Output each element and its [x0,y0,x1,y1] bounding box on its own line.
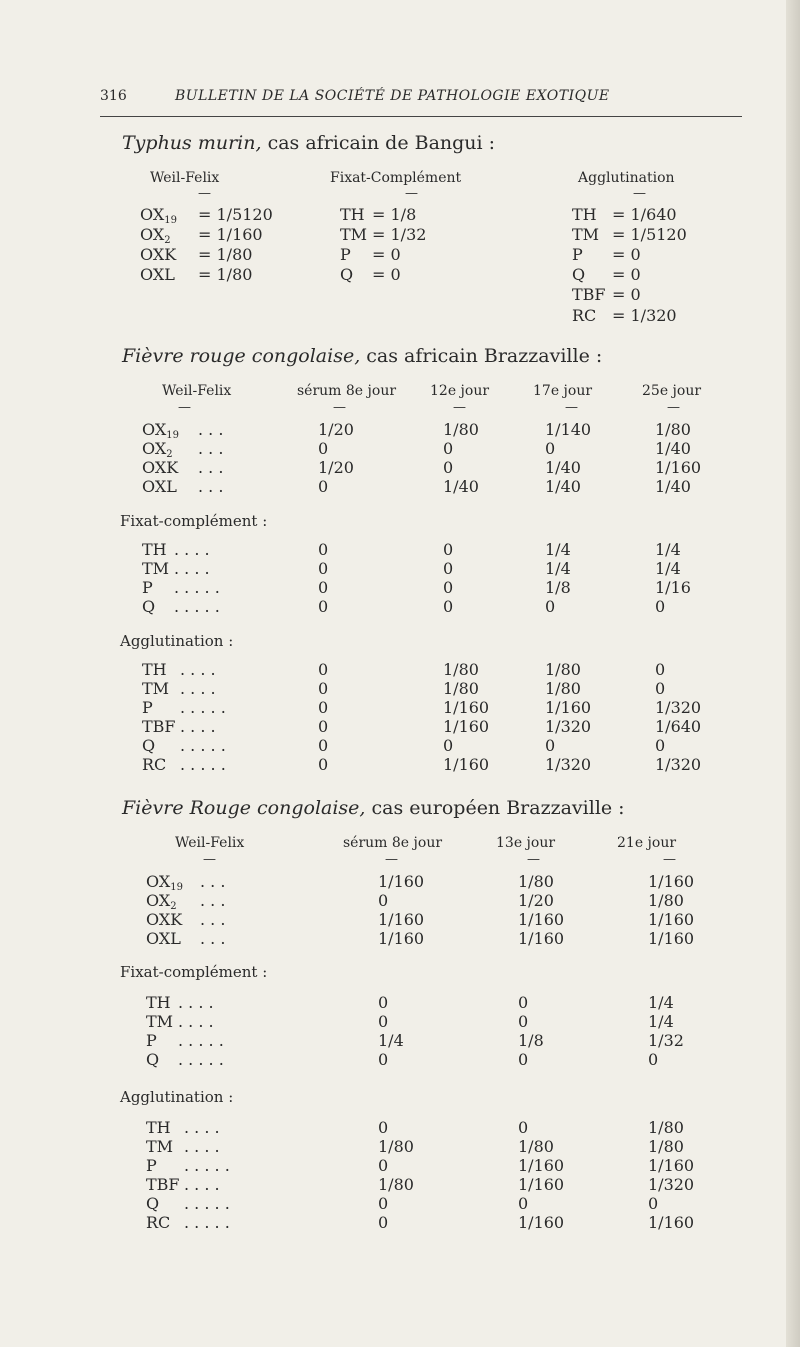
s2-wf-value: 0 [545,439,556,458]
s2-agg-value: 1/160 [443,698,490,717]
s3-agg-label: Q [146,1194,160,1213]
s3-leader-dots: . . . [200,891,226,910]
s2-fix-value: 0 [318,578,329,597]
header-rule [100,116,742,117]
s2-agg-label: P [142,698,153,717]
s2-wf-value: 1/20 [318,420,354,439]
s2-agg-value: 1/320 [545,755,592,774]
s2-fix-value: 1/4 [545,540,571,559]
s3-leader-dots: . . . . . [184,1156,230,1175]
s3-leader-dots: . . . . . [178,1031,224,1050]
s2-leader-dots: . . . . . [174,597,220,616]
s2-wf-label: OXL [142,477,177,496]
s3-agg-value: 0 [378,1213,389,1232]
s3-col-header: sérum 8e jour [343,835,443,851]
s2-fix-value: 0 [545,597,556,616]
s3-leader-dots: . . . [200,872,226,891]
s2-agg-value: 1/80 [545,660,581,679]
s3-dash: — [203,852,216,867]
s3-agg-label: P [146,1156,157,1175]
s2-agg-value: 1/160 [545,698,592,717]
s3-wf-value: 1/160 [648,910,695,929]
s2-agg-label: TBF [142,717,176,736]
s2-leader-dots: . . . . [174,559,210,578]
s2-wf-value: 0 [443,458,454,477]
s3-fix-value: 0 [518,993,529,1012]
s3-fix-value: 0 [378,1050,389,1069]
s1-agg-value: = 0 [612,285,641,304]
s3-wf-value: 1/160 [518,910,565,929]
s2-agg-value: 1/80 [443,679,479,698]
s2-wf-value: 1/40 [545,458,581,477]
s2-fix-value: 1/16 [655,578,691,597]
s2-wf-value: 1/160 [655,458,702,477]
s1-fix-value: = 1/8 [372,205,417,224]
s3-leader-dots: . . . [200,910,226,929]
s2-agg-value: 1/80 [443,660,479,679]
s3-wf-value: 1/160 [648,929,695,948]
s3-leader-dots: . . . . [184,1118,220,1137]
s3-leader-dots: . . . . [178,993,214,1012]
s3-agg-label: RC [146,1213,171,1232]
s2-agg-value: 1/320 [545,717,592,736]
s2-agg-label: TH [142,660,167,679]
s2-leader-dots: . . . . . [180,736,226,755]
s1-fix-label: TH [340,205,365,224]
s2-wf-value: 1/40 [655,477,691,496]
s2-leader-dots: . . . . [174,540,210,559]
s2-fix-label: TH [142,540,167,559]
s3-wf-value: 1/160 [378,872,425,891]
section3-title [122,797,625,819]
s2-leader-dots: . . . . [180,717,216,736]
s3-fix-value: 0 [518,1012,529,1031]
s2-agg-value: 0 [443,736,454,755]
section2-title-italic: Fièvre rouge congolaise, [122,345,361,367]
s2-wf-value: 1/40 [443,477,479,496]
s2-agg-value: 0 [318,717,329,736]
journal-title: BULLETIN DE LA SOCIÉTÉ DE PATHOLOGIE EXOTIQUE [175,88,610,104]
s3-dash: — [527,852,540,867]
s2-dash: — [565,400,578,415]
s1-agg-value: = 1/320 [612,306,677,325]
s2-col-header: sérum 8e jour [297,383,397,399]
s1-agg-value: = 1/640 [612,205,677,224]
s2-agg-value: 0 [655,660,666,679]
s1-wf-label: OX19 [140,205,177,226]
s3-wf-label: OXK [146,910,183,929]
s3-agg-value: 1/80 [378,1137,414,1156]
s3-wf-label: OX2 [146,891,177,912]
s2-fix-value: 0 [655,597,666,616]
s3-wf-label: OX19 [146,872,183,893]
s3-agg-value: 1/80 [378,1175,414,1194]
s2-fix-value: 0 [443,559,454,578]
s3-agg-value: 1/320 [648,1175,695,1194]
s3-agg-value: 1/80 [648,1118,684,1137]
section3-title-italic-2: Rouge congolaise, [189,797,366,819]
s3-wf-value: 1/160 [648,872,695,891]
s1-agg-label: RC [572,306,597,325]
s3-fix-label: TM [146,1012,174,1031]
s2-wf-label: OX2 [142,439,173,460]
s1-dash-3: — [633,186,646,201]
s3-leader-dots: . . . . [178,1012,214,1031]
s3-agg-value: 1/160 [518,1213,565,1232]
s3-fix-label: Q [146,1050,160,1069]
s3-agg-value: 0 [518,1194,529,1213]
s2-dash: — [333,400,346,415]
s2-agg-value: 1/160 [443,717,490,736]
s2-agg-label: TM [142,679,170,698]
s2-leader-dots: . . . . [180,679,216,698]
s2-fix-label: TM [142,559,170,578]
s3-fix-value: 0 [378,993,389,1012]
s2-agg-value: 1/640 [655,717,702,736]
s2-agg-label: Q [142,736,156,755]
s3-agg-value: 1/160 [518,1156,565,1175]
s2-agg-value: 1/160 [443,755,490,774]
s2-agg-value: 0 [655,736,666,755]
s2-wf-value: 0 [318,477,329,496]
s2-leader-dots: . . . [198,477,224,496]
s1-wf-label: OXL [140,265,175,284]
s2-fix-value: 0 [443,597,454,616]
s2-col-header: 17e jour [533,383,593,399]
section1-title-rest: cas africain de Bangui : [261,132,496,154]
s3-wf-label-subscript: 19 [170,882,183,893]
s3-agglutination-heading: Agglutination : [120,1088,234,1106]
s2-wf-label-subscript: 2 [166,449,173,460]
s2-agglutination-heading: Agglutination : [120,632,234,650]
s3-fix-value: 0 [378,1012,389,1031]
s3-fix-value: 0 [518,1050,529,1069]
s1-agg-label: TBF [572,285,606,304]
s1-wf-label-subscript: 2 [164,235,171,246]
s3-agg-value: 0 [378,1156,389,1175]
s3-wf-value: 1/80 [648,891,684,910]
s2-wf-value: 1/20 [318,458,354,477]
s1-wf-value: = 1/5120 [198,205,273,224]
s1-dash-1: — [198,186,211,201]
s3-wf-label: OXL [146,929,181,948]
s3-col-header: 21e jour [617,835,677,851]
s1-wf-value: = 1/160 [198,225,263,244]
s2-fix-value: 1/4 [655,540,681,559]
s3-leader-dots: . . . . [184,1137,220,1156]
s3-agg-value: 1/80 [518,1137,554,1156]
s1-fix-value: = 0 [372,265,401,284]
s2-agg-value: 0 [318,679,329,698]
s2-agg-value: 0 [545,736,556,755]
s2-wf-label: OXK [142,458,179,477]
s1-agg-value: = 0 [612,265,641,284]
section2-title [122,345,602,367]
s3-leader-dots: . . . . . [184,1213,230,1232]
s2-wf-value: 1/80 [443,420,479,439]
s1-col-agglutination: Agglutination [578,170,675,186]
s3-leader-dots: . . . . . [178,1050,224,1069]
s1-fix-label: Q [340,265,354,284]
s2-fix-value: 1/4 [545,559,571,578]
s3-fix-value: 1/32 [648,1031,684,1050]
s2-agg-value: 1/320 [655,698,702,717]
s2-dash: — [453,400,466,415]
s2-fix-value: 1/8 [545,578,571,597]
s1-col-fixation: Fixat-Complément [330,170,462,186]
s3-wf-value: 1/160 [518,929,565,948]
s2-agg-value: 0 [318,698,329,717]
s3-fix-value: 1/4 [378,1031,404,1050]
s2-fix-value: 0 [443,578,454,597]
s2-leader-dots: . . . [198,458,224,477]
s1-wf-label: OXK [140,245,177,264]
s2-wf-label: OX19 [142,420,179,441]
s2-fix-label: P [142,578,153,597]
s2-wf-value: 1/40 [655,439,691,458]
s3-agg-value: 0 [648,1194,659,1213]
s3-dash: — [663,852,676,867]
section1-title [122,132,495,154]
section3-title-italic-1: Fièvre [122,797,190,819]
s1-wf-label: OX2 [140,225,171,246]
s3-agg-value: 0 [378,1118,389,1137]
s1-agg-label: TM [572,225,600,244]
s2-wf-label-subscript: 19 [166,430,179,441]
s2-col-header: 12e jour [430,383,490,399]
s2-leader-dots: . . . . [180,660,216,679]
s3-agg-value: 1/80 [648,1137,684,1156]
s3-agg-value: 0 [378,1194,389,1213]
s2-leader-dots: . . . . . [180,755,226,774]
s3-agg-value: 1/160 [518,1175,565,1194]
s3-dash: — [385,852,398,867]
s1-agg-value: = 0 [612,245,641,264]
s2-wf-value: 0 [318,439,329,458]
s2-wf-value: 0 [443,439,454,458]
s1-fix-value: = 0 [372,245,401,264]
s2-agg-value: 0 [318,736,329,755]
s3-agg-label: TBF [146,1175,180,1194]
s2-agg-value: 0 [318,755,329,774]
s1-wf-value: = 1/80 [198,245,253,264]
s2-agg-value: 1/80 [545,679,581,698]
s1-wf-label-subscript: 19 [164,215,177,226]
s2-fix-value: 0 [318,559,329,578]
s3-fixation-heading: Fixat-complément : [120,963,268,981]
s2-agg-value: 1/320 [655,755,702,774]
s3-fix-value: 1/4 [648,1012,674,1031]
s2-fix-value: 0 [318,597,329,616]
section1-title-italic: Typhus murin, [122,132,262,154]
s2-wf-value: 1/140 [545,420,592,439]
s3-wf-label-subscript: 2 [170,901,177,912]
s2-fixation-heading: Fixat-complément : [120,512,268,530]
s3-leader-dots: . . . [200,929,226,948]
s3-wf-value: 1/160 [378,929,425,948]
s3-agg-label: TH [146,1118,171,1137]
s3-fix-value: 1/8 [518,1031,544,1050]
s3-leader-dots: . . . . [184,1175,220,1194]
s2-agg-value: 0 [318,660,329,679]
s1-wf-value: = 1/80 [198,265,253,284]
page-edge-shadow [786,0,800,1347]
s2-leader-dots: . . . [198,420,224,439]
s2-fix-value: 0 [318,540,329,559]
s1-fix-label: TM [340,225,368,244]
s3-fix-value: 1/4 [648,993,674,1012]
s1-col-weil-felix: Weil-Felix [150,170,220,186]
s2-fix-label: Q [142,597,156,616]
s1-agg-label: P [572,245,583,264]
s3-fix-value: 0 [648,1050,659,1069]
s3-wf-value: 1/20 [518,891,554,910]
s2-fix-value: 0 [443,540,454,559]
s3-wf-value: 1/160 [378,910,425,929]
s3-fix-label: TH [146,993,171,1012]
s3-agg-value: 1/160 [648,1213,695,1232]
s1-agg-label: Q [572,265,586,284]
s2-leader-dots: . . . . . [180,698,226,717]
s1-agg-value: = 1/5120 [612,225,687,244]
s1-fix-label: P [340,245,351,264]
s2-leader-dots: . . . [198,439,224,458]
s3-wf-value: 0 [378,891,389,910]
page-number: 316 [100,88,127,104]
s3-agg-value: 0 [518,1118,529,1137]
s2-wf-value: 1/80 [655,420,691,439]
s1-fix-value: = 1/32 [372,225,427,244]
s3-col-header: 13e jour [496,835,556,851]
s3-agg-value: 1/160 [648,1156,695,1175]
s2-leader-dots: . . . . . [174,578,220,597]
s2-col-header: 25e jour [642,383,702,399]
s3-leader-dots: . . . . . [184,1194,230,1213]
s3-agg-label: TM [146,1137,174,1156]
s2-col-header: Weil-Felix [162,383,232,399]
s3-fix-label: P [146,1031,157,1050]
s2-agg-value: 0 [655,679,666,698]
s2-fix-value: 1/4 [655,559,681,578]
s1-agg-label: TH [572,205,597,224]
s2-wf-value: 1/40 [545,477,581,496]
s1-dash-2: — [405,186,418,201]
s3-col-header: Weil-Felix [175,835,245,851]
s3-wf-value: 1/80 [518,872,554,891]
section3-title-rest: cas européen Brazzaville : [365,797,625,819]
s2-agg-label: RC [142,755,167,774]
s2-dash: — [178,400,191,415]
s2-dash: — [667,400,680,415]
section2-title-rest: cas africain Brazzaville : [360,345,603,367]
